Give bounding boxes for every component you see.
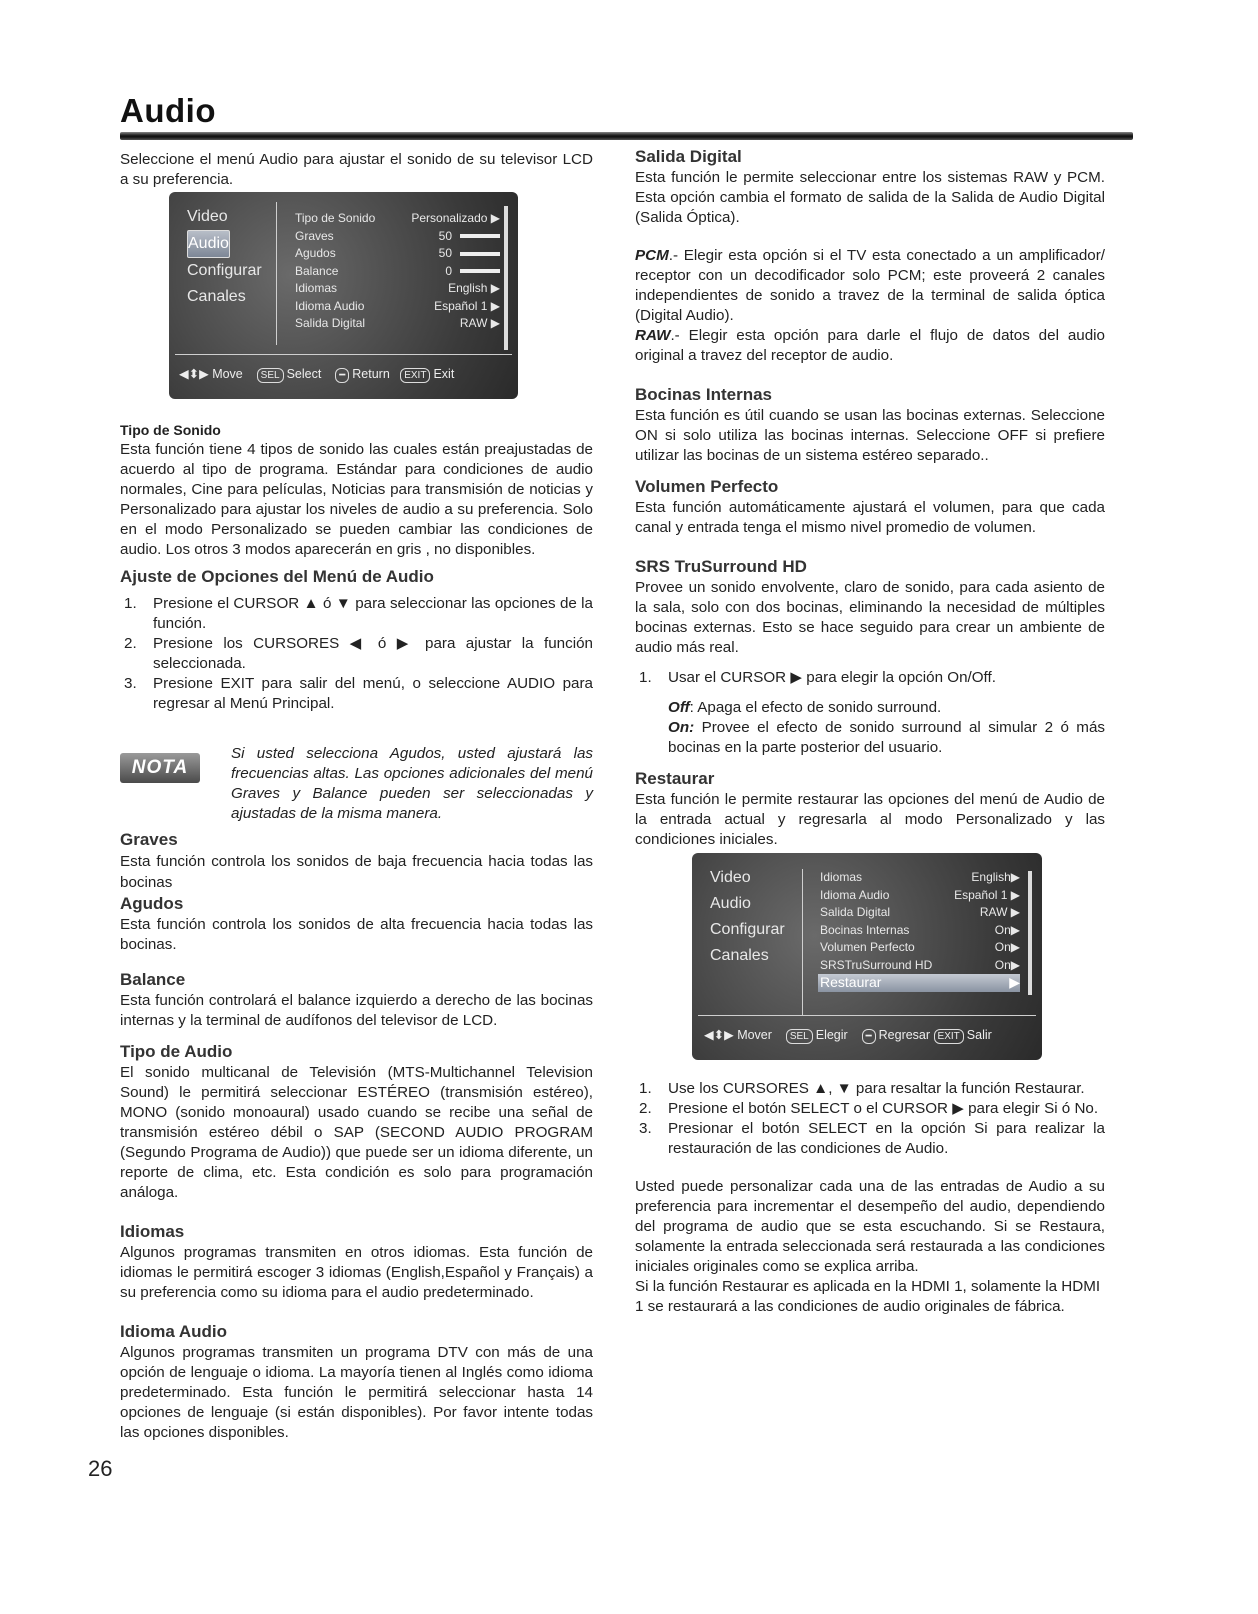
menu2-row: SRSTruSurround HD On▶ bbox=[820, 957, 1020, 972]
sel-icon: SEL bbox=[786, 1029, 813, 1044]
restaurar-text: Esta función le permite restaurar las opciones del menú de Audio de la entrada actual y regresarla al modo Personalizado y las condiciones iniciales. bbox=[635, 791, 1105, 848]
menu1-footer-divider bbox=[175, 354, 512, 355]
pcm-paragraph: PCM.- Elegir esta opción si el TV esta conectado a un amplificador/ receptor con un decodificador solo PCM; este proveerá 2 canales independientes de sonido a travez de la terminal de salida óptica (Digital Audio). bbox=[635, 247, 1105, 324]
menu2-item-video: Video bbox=[710, 869, 751, 886]
intro-text: Seleccione el menú Audio para ajustar el sonido de su televisor LCD a su preferencia. bbox=[120, 151, 593, 188]
salida-digital-text: Esta función le permite seleccionar entre los sistemas RAW y PCM. Esta opción cambia el formato de salida de la Salida de Audio Digital (Salida Óptica). bbox=[635, 169, 1105, 226]
left-column-lower bbox=[120, 829, 593, 1443]
idiomas-heading: Idiomas bbox=[120, 1222, 185, 1241]
menu1-row: Balance 0 bbox=[295, 263, 500, 281]
list-item: 3. Presionar el botón SELECT en la opción Si para realizar la restauración de las condiciones de Audio. bbox=[639, 1120, 1105, 1157]
menu1-item-video: Video bbox=[187, 208, 228, 225]
menu2-row-selected: Restaurar ▶ bbox=[820, 974, 1020, 990]
raw-label: RAW bbox=[635, 327, 671, 344]
menu1-left-list bbox=[181, 204, 268, 310]
move-icon: ◀⬍▶ bbox=[179, 367, 209, 381]
srs-steps bbox=[635, 668, 1105, 688]
tipo-sonido-heading: Tipo de Sonido bbox=[120, 422, 221, 438]
menu2-row: Idiomas English▶ bbox=[820, 870, 1020, 884]
sel-icon: SEL bbox=[257, 368, 284, 383]
title-rule bbox=[120, 132, 1133, 140]
list-item: 1. Presione el CURSOR ▲ ó ▼ para seleccionar las opciones de la función. bbox=[124, 595, 593, 632]
right-column bbox=[635, 146, 1105, 850]
menu2-item-configurar: Configurar bbox=[710, 921, 785, 938]
menu2-row: Bocinas Internas On▶ bbox=[820, 922, 1020, 937]
menu1-row: Idioma Audio Español 1 ▶ bbox=[295, 298, 500, 313]
menu1-footer: ◀⬍▶ Move SEL Select ━ Return EXIT Exit bbox=[179, 367, 455, 381]
tipo-audio-text: El sonido multicanal de Televisión (MTS-Multichannel Television Sound) le permitirá seleccionar ESTÉREO (transmisión estéreo), MONO (sonido monoaural) usado cuando se recibe una señal de transmisión estéreo débil o SAP (SECOND AUDIO PROGRAM (Segundo Programa de Audio)) que puede ser un idioma diferente, un reporte de clima, etc. Esta condición es solo para programación análoga. bbox=[120, 1064, 593, 1201]
idiomas-text: Algunos programas transmiten en otros idiomas. Esta función de idiomas le permitirá escoger 3 idiomas (English,Español y Français) a su preferencia como su idioma para el audio predeterminado. bbox=[120, 1244, 593, 1301]
menu2-divider bbox=[802, 869, 803, 1015]
raw-paragraph: RAW.- Elegir esta opción para darle el flujo de datos del audio original a travez del receptor de audio. bbox=[635, 327, 1105, 364]
audio-menu-screenshot bbox=[169, 192, 518, 399]
restaurar-para1: Usted puede personalizar cada una de las entradas de Audio a su preferencia para incrementar el desempeño del audio, dependiendo del programa de audio que se esta escuchando. Si se Restaura, solamente la entrada seleccionada será restaurada a las condiciones iniciales originales como se explica arriba. bbox=[635, 1178, 1105, 1275]
nota-text: Si usted selecciona Agudos, usted ajustará las frecuencias altas. Las opciones adicionales del menú Graves y Balance pueden ser seleccionadas y ajustadas de la misma manera. bbox=[231, 745, 593, 822]
restaurar-heading: Restaurar bbox=[635, 769, 715, 788]
exit-icon: EXIT bbox=[400, 368, 430, 383]
agudos-text: Esta función controla los sonidos de alta frecuencia hacia todas las bocinas. bbox=[120, 916, 593, 953]
balance-heading: Balance bbox=[120, 970, 186, 989]
agudos-heading: Agudos bbox=[120, 894, 184, 913]
ajuste-steps bbox=[120, 594, 593, 714]
move-icon: ◀⬍▶ bbox=[704, 1028, 734, 1042]
tipo-audio-heading: Tipo de Audio bbox=[120, 1042, 233, 1061]
idioma-audio-heading: Idioma Audio bbox=[120, 1322, 228, 1341]
balance-text: Esta función controlará el balance izquierdo a derecho de las bocinas internas y la terminal de audífonos del televisor de LCD. bbox=[120, 992, 593, 1029]
menu1-row: Agudos 50 bbox=[295, 245, 500, 263]
page-number: 26 bbox=[88, 1456, 113, 1481]
balance-level-bar bbox=[460, 269, 500, 273]
pcm-label: PCM bbox=[635, 247, 669, 264]
menu1-item-canales: Canales bbox=[187, 288, 246, 305]
menu2-item-canales: Canales bbox=[710, 947, 769, 964]
list-item: 2. Presione el botón SELECT o el CURSOR ▶ para elegir Si ó No. bbox=[639, 1100, 1099, 1117]
menu2-item-audio: Audio bbox=[710, 895, 751, 912]
restaurar-menu-screenshot bbox=[692, 853, 1042, 1060]
srs-heading: SRS TruSurround HD bbox=[635, 557, 807, 576]
menu1-item-configurar: Configurar bbox=[187, 262, 262, 279]
volumen-text: Esta función automáticamente ajustará el volumen, para que cada canal y entrada tenga el mismo nivel promedio de volumen. bbox=[635, 499, 1105, 536]
idioma-audio-text: Algunos programas transmiten un programa DTV con más de una opción de lenguaje o idioma. La mayoría tienen al Inglés como idioma predeterminado. Esta función le permitirá seleccionar hasta 14 opciones de lenguaje (si están disponibles). Por favor intente todas las opciones disponibles. bbox=[120, 1344, 593, 1441]
page-title: Audio bbox=[120, 92, 216, 129]
graves-text: Esta función controla los sonidos de baja frecuencia hacia todas las bocinas bbox=[120, 853, 593, 891]
list-item: 1. Usar el CURSOR ▶ para elegir la opción On/Off. bbox=[639, 669, 996, 686]
list-item: 1. Use los CURSORES ▲, ▼ para resaltar la función Restaurar. bbox=[639, 1080, 1085, 1097]
left-column bbox=[120, 420, 593, 714]
agudos-level-bar bbox=[460, 252, 500, 256]
menu1-row: Salida Digital RAW ▶ bbox=[295, 316, 500, 330]
return-icon: ━ bbox=[862, 1029, 876, 1044]
menu2-scrollbar bbox=[1028, 871, 1032, 995]
bocinas-text: Esta función es útil cuando se usan las bocinas externas. Seleccione ON si solo utiliza las bocinas internas. Seleccione OFF si prefiere utilizar las bocinas de un sistema estéreo separado.. bbox=[635, 407, 1105, 464]
menu1-row: Graves 50 bbox=[295, 228, 500, 246]
exit-icon: EXIT bbox=[934, 1029, 964, 1044]
menu2-row: Idioma Audio Español 1 ▶ bbox=[820, 887, 1020, 902]
list-item: 2. Presione los CURSORES ◀ ó ▶ para ajustar la función seleccionada. bbox=[124, 635, 593, 672]
menu1-row: Idiomas English ▶ bbox=[295, 281, 500, 295]
ajuste-heading: Ajuste de Opciones del Menú de Audio bbox=[120, 567, 434, 586]
right-column-lower bbox=[635, 1079, 1105, 1317]
nota-badge: NOTA bbox=[120, 753, 200, 783]
salida-digital-heading: Salida Digital bbox=[635, 147, 742, 166]
menu1-scrollbar bbox=[504, 206, 508, 350]
restaurar-para2: Si la función Restaurar es aplicada en la HDMI 1, solamente la HDMI 1 se restaurará a las condiciones de audio originales de fábrica. bbox=[635, 1278, 1101, 1315]
list-item: 3. Presione EXIT para salir del menú, o seleccione AUDIO para regresar al Menú Principal. bbox=[124, 675, 593, 712]
return-icon: ━ bbox=[335, 368, 349, 383]
graves-level-bar bbox=[460, 234, 500, 238]
menu2-rows bbox=[820, 869, 1020, 992]
left-column-intro bbox=[120, 150, 593, 190]
menu2-row: Volumen Perfecto On▶ bbox=[820, 940, 1020, 954]
menu2-left-list bbox=[704, 865, 791, 969]
srs-off-text: Off: Apaga el efecto de sonido surround. bbox=[668, 699, 942, 716]
menu2-footer-divider bbox=[698, 1015, 1036, 1016]
bocinas-heading: Bocinas Internas bbox=[635, 385, 772, 404]
menu1-item-audio-selected: Audio bbox=[187, 230, 230, 258]
menu2-row: Salida Digital RAW ▶ bbox=[820, 905, 1020, 919]
volumen-heading: Volumen Perfecto bbox=[635, 477, 779, 496]
tipo-sonido-text: Esta función tiene 4 tipos de sonido las cuales están preajustadas de acuerdo al tipo de programa. Estándar para condiciones de audio normales, Cine para películas, Noticias para transmisión de noticias y Personalizado para ajustar los niveles de audio a su preferencia. Solo en el modo Personalizado se pueden cambiar las condiciones de audio. Los otros 3 modos aparecerán en gris , no disponibles. bbox=[120, 441, 593, 558]
menu1-row: Tipo de Sonido Personalizado ▶ bbox=[295, 211, 500, 225]
srs-text: Provee un sonido envolvente, claro de sonido, para cada asiento de la sala, solo con dos bocinas, eliminando la necesidad de múltiples bocinas externas. Esto se hace seguido para crear un ambiente de audio más real. bbox=[635, 579, 1105, 656]
srs-on-text: On: Provee el efecto de sonido surround al simular 2 ó más bocinas en la parte posterior del usuario. bbox=[668, 719, 1105, 756]
menu1-divider bbox=[276, 202, 277, 345]
restaurar-steps bbox=[635, 1079, 1105, 1159]
menu2-footer: ◀⬍▶ Mover SEL Elegir ━ Regresar EXIT Salir bbox=[704, 1028, 992, 1042]
menu1-rows bbox=[295, 210, 500, 333]
graves-heading: Graves bbox=[120, 830, 178, 849]
